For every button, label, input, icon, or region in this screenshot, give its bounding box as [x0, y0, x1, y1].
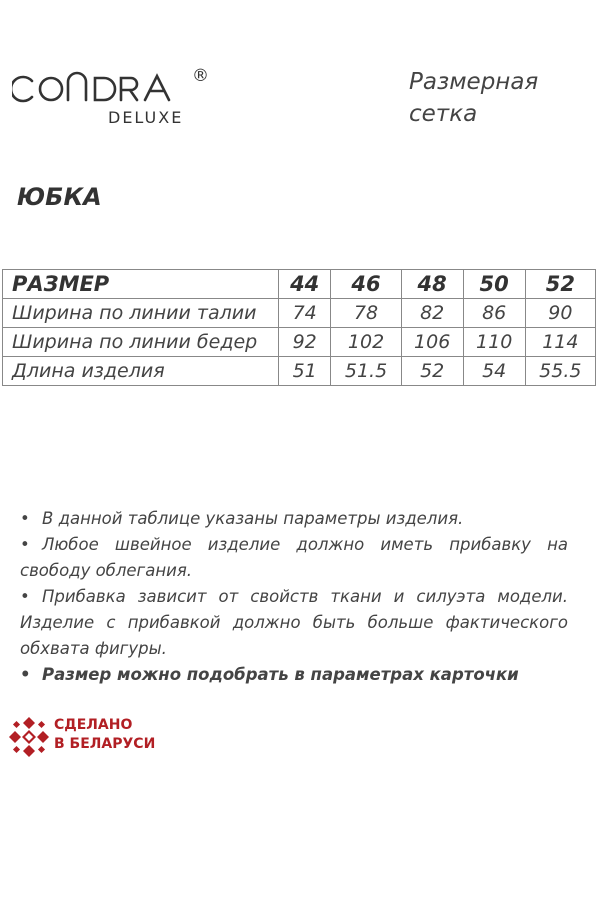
table-cell: 82 — [401, 299, 463, 328]
document-title-line2: сетка — [409, 101, 478, 127]
note-item — [20, 532, 568, 584]
row-label: Ширина по линии бедер — [3, 328, 279, 357]
bullet-icon: • — [20, 587, 30, 606]
table-cell: 55.5 — [525, 357, 595, 386]
belarusian-ornament-icon — [8, 716, 50, 758]
size-header-label: РАЗМЕР — [3, 270, 279, 299]
notes-list — [20, 506, 568, 688]
size-header-cell: 44 — [279, 270, 331, 299]
table-cell: 52 — [401, 357, 463, 386]
size-table — [2, 269, 596, 386]
table-cell: 110 — [463, 328, 525, 357]
table-row — [3, 328, 596, 357]
document-title-line1: Размерная — [409, 69, 539, 95]
bullet-icon: • — [20, 509, 30, 528]
note-item — [20, 662, 568, 688]
row-label: Длина изделия — [3, 357, 279, 386]
table-row — [3, 299, 596, 328]
table-cell: 102 — [331, 328, 401, 357]
garment-title: ЮБКА — [17, 183, 102, 211]
note-text: Размер можно подобрать в параметрах карточки — [42, 665, 519, 684]
table-row — [3, 357, 596, 386]
bullet-icon: • — [20, 665, 31, 684]
row-label: Ширина по линии талии — [3, 299, 279, 328]
table-cell: 90 — [525, 299, 595, 328]
size-header-cell: 46 — [331, 270, 401, 299]
table-cell: 92 — [279, 328, 331, 357]
size-header-cell: 48 — [401, 270, 463, 299]
made-in-belarus-badge — [8, 714, 158, 760]
note-text: Любое швейное изделие должно иметь прибавку на свободу облегания. — [20, 535, 568, 580]
note-item — [20, 584, 568, 662]
table-cell: 74 — [279, 299, 331, 328]
made-in-line2: В БЕЛАРУСИ — [54, 736, 156, 752]
table-cell: 51 — [279, 357, 331, 386]
registered-mark: ® — [192, 66, 209, 86]
bullet-icon: • — [20, 535, 30, 554]
size-header-cell: 50 — [463, 270, 525, 299]
document-title — [409, 66, 589, 130]
note-item — [20, 506, 568, 532]
brand-line: DELUXE — [108, 108, 184, 127]
table-cell: 54 — [463, 357, 525, 386]
table-cell: 51.5 — [331, 357, 401, 386]
note-text: В данной таблице указаны параметры изделия. — [42, 509, 464, 528]
brand-wordmark — [12, 70, 184, 106]
table-cell: 86 — [463, 299, 525, 328]
made-in-line1: СДЕЛАНО — [54, 717, 133, 733]
size-table-header — [3, 270, 596, 299]
table-cell: 78 — [331, 299, 401, 328]
table-cell: 114 — [525, 328, 595, 357]
made-in-label — [54, 716, 155, 754]
note-text: Прибавка зависит от свойств ткани и силуэта модели. Изделие с прибавкой должно быть больше фактического обхвата фигуры. — [20, 587, 568, 658]
size-header-cell: 52 — [525, 270, 595, 299]
table-cell: 106 — [401, 328, 463, 357]
brand-logo — [12, 66, 222, 127]
